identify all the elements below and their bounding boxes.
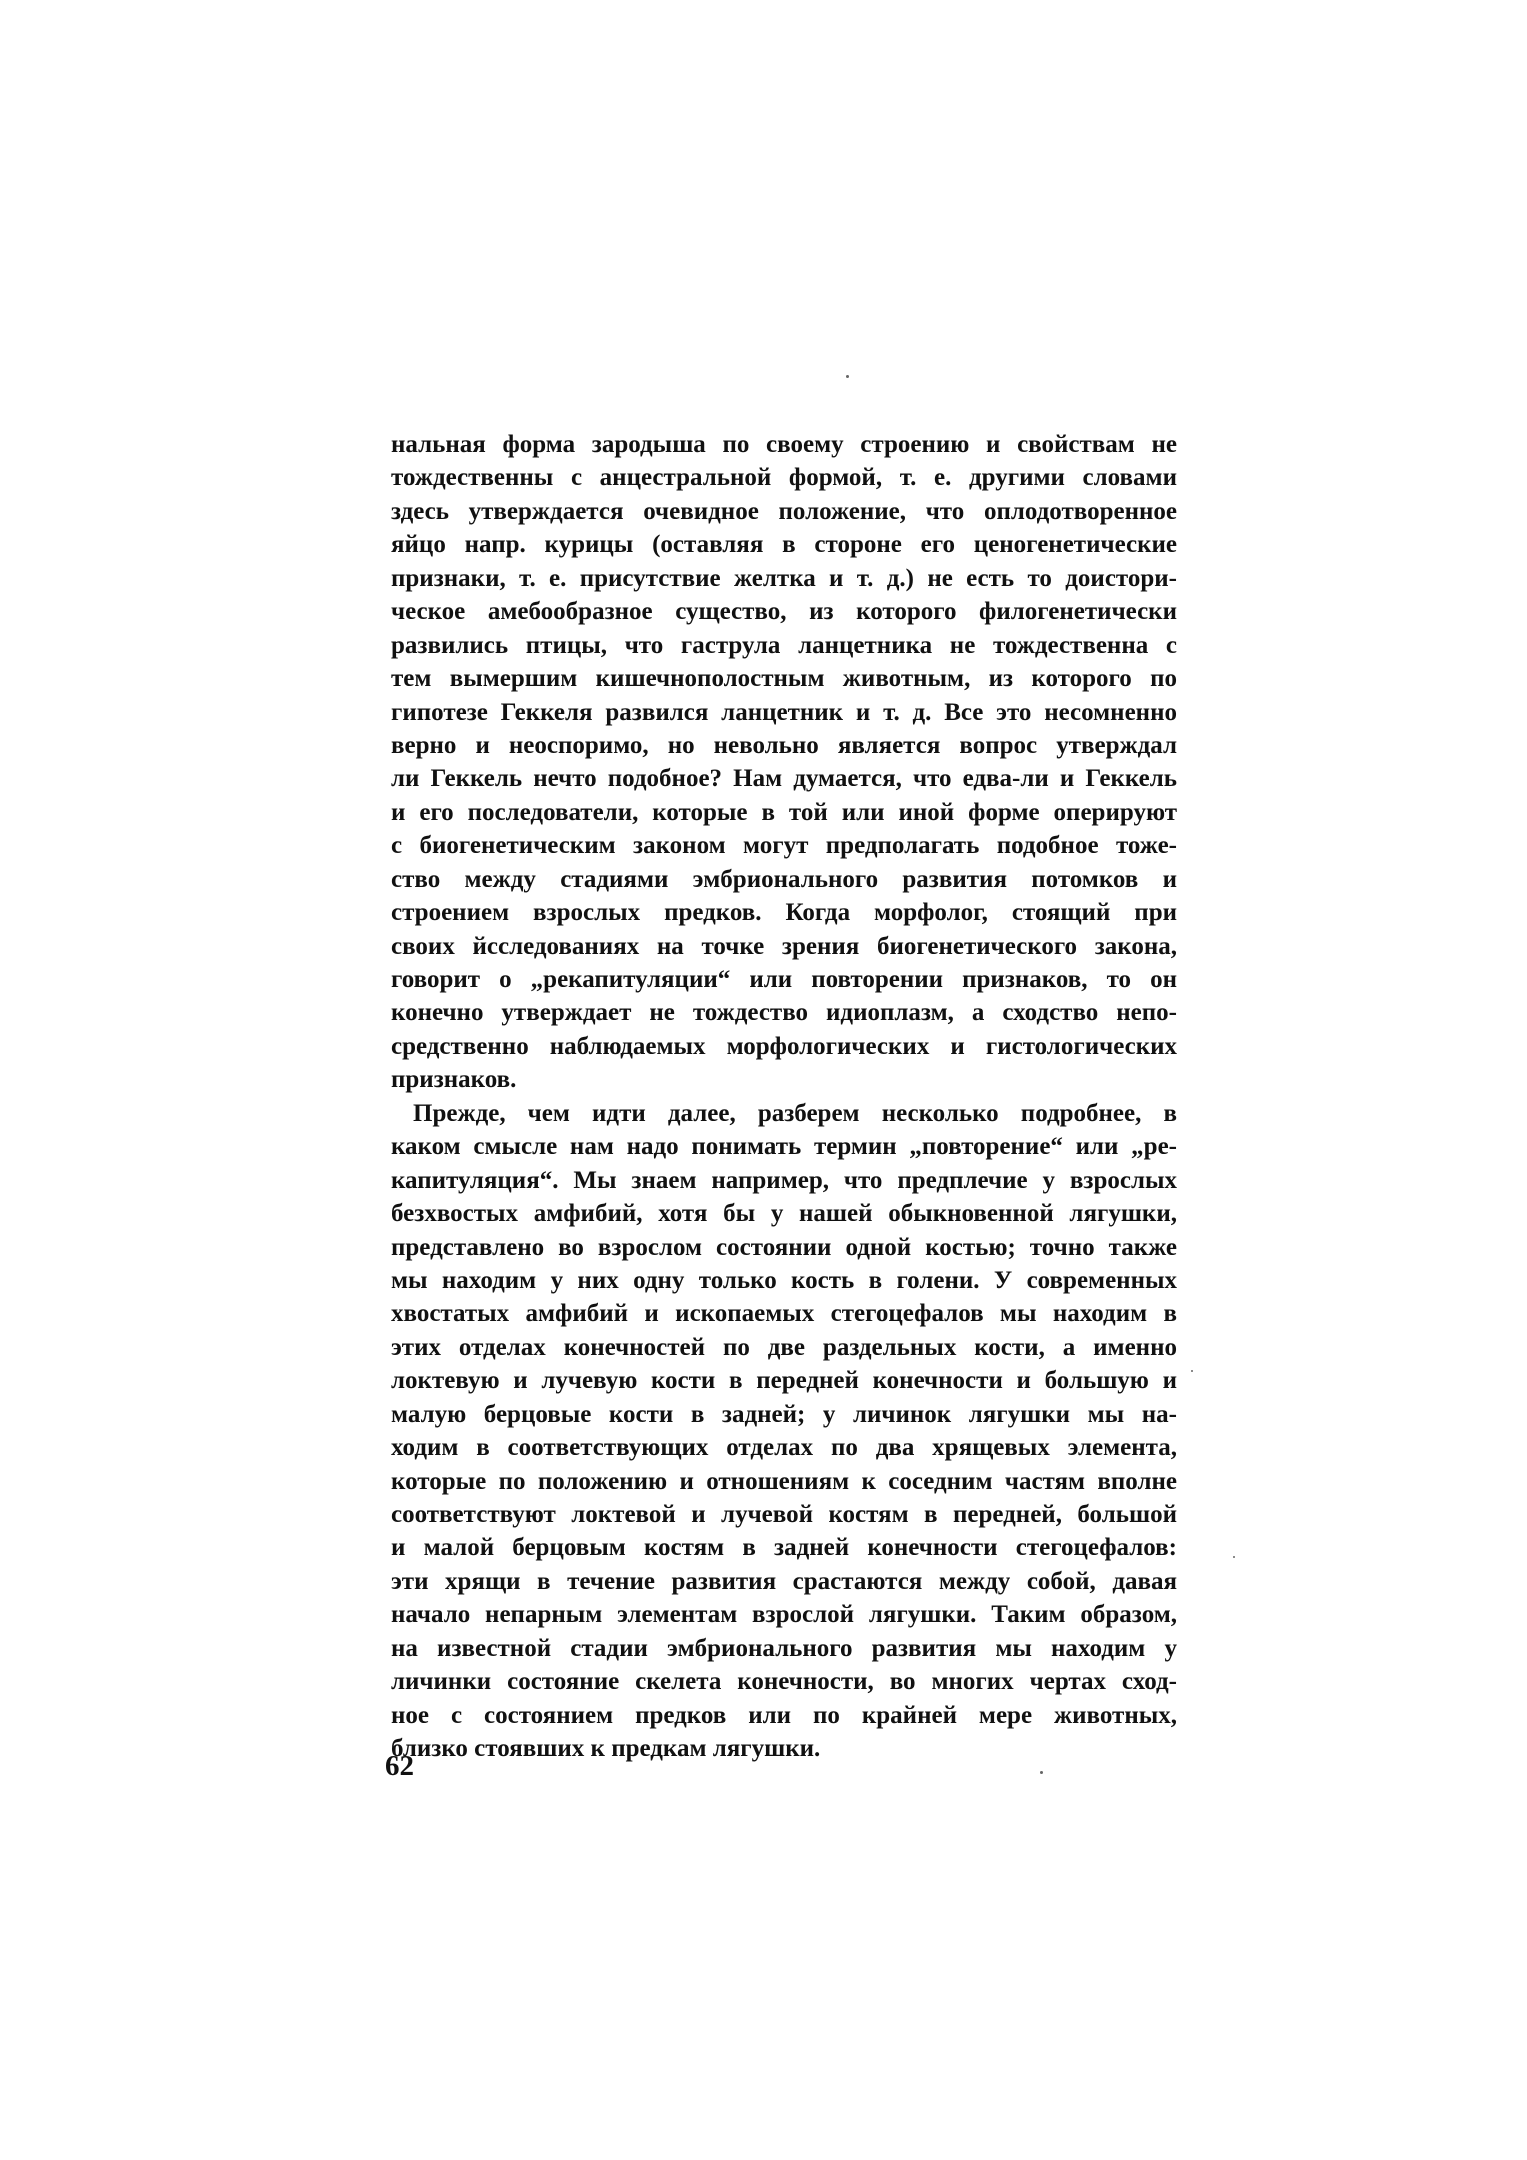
text-line: близко стоявших к предкам лягушки.	[391, 1735, 821, 1763]
text-line: эти хрящи в течение развития срастаются между собой, давая	[391, 1567, 1177, 1595]
text-line: развились птицы, что гаструла ланцетника не тождественна с	[391, 631, 1177, 659]
text-line: конечно утверждает не тождество идиоплазм, а сходство непо-	[391, 999, 1177, 1027]
text-line: яйцо напр. курицы (оставляя в стороне его ценогенетические	[391, 531, 1177, 559]
text-line: на известной стадии эмбрионального развития мы находим у	[391, 1634, 1177, 1662]
paragraph	[391, 428, 1177, 1097]
text-line: представлено во взрослом состоянии одной костью; точно также	[391, 1233, 1177, 1261]
text-line: строением взрослых предков. Когда морфолог, стоящий при	[391, 899, 1177, 927]
text-line: локтевую и лучевую кости в передней конечности и большую и	[391, 1367, 1177, 1395]
text-line: ходим в соответствующих отделах по два хрящевых элемента,	[391, 1434, 1177, 1462]
text-line: этих отделах конечностей по две раздельных кости, а именно	[391, 1333, 1177, 1361]
text-line: Прежде, чем идти далее, разберем несколько подробнее, в	[413, 1099, 1177, 1127]
text-line: безхвостых амфибий, хотя бы у нашей обыкновенной лягушки,	[391, 1200, 1177, 1228]
scan-speck	[1040, 1771, 1043, 1774]
text-line: которые по положению и отношениям к соседним частям вполне	[391, 1467, 1177, 1495]
text-line: ство между стадиями эмбрионального развития потомков и	[391, 865, 1177, 893]
text-line: начало непарным элементам взрослой лягушки. Таким образом,	[391, 1601, 1177, 1629]
text-line: признаков.	[391, 1066, 517, 1094]
text-line: ли Геккель нечто подобное? Нам думается, что едва-ли и Геккель	[391, 765, 1177, 793]
text-line: нальная форма зародыша по своему строению и свойствам не	[391, 431, 1177, 458]
paragraph	[391, 1097, 1177, 1766]
text-line: средственно наблюдаемых морфологических и гистологических	[391, 1032, 1177, 1060]
scan-speck	[1191, 1370, 1193, 1372]
text-line: говорит о „рекапитуляции“ или повторении признаков, то он	[391, 966, 1177, 993]
text-line: здесь утверждается очевидное положение, что оплодотворенное	[391, 497, 1177, 525]
text-line: мы находим у них одну только кость в голени. У современных	[391, 1266, 1177, 1294]
text-line: тем вымершим кишечнополостным животным, из которого по	[391, 665, 1177, 693]
text-line: ное с состоянием предков или по крайней мере животных,	[391, 1701, 1177, 1729]
text-line: гипотезе Геккеля развился ланцетник и т. д. Все это несомненно	[391, 698, 1177, 726]
page-number: 62	[385, 1750, 414, 1782]
text-line: хвостатых амфибий и ископаемых стегоцефалов мы находим в	[391, 1300, 1177, 1328]
text-line: и малой берцовым костям в задней конечности стегоцефалов:	[391, 1534, 1177, 1562]
text-line: с биогенетическим законом могут предполагать подобное тоже-	[391, 832, 1177, 860]
text-line: ческое амебообразное существо, из которого филогенетически	[391, 598, 1177, 626]
text-line: признаки, т. е. присутствие желтка и т. д.) не есть то доистори-	[391, 564, 1177, 592]
text-line: тождественны с анцестральной формой, т. е. другими словами	[391, 464, 1177, 492]
scan-speck	[846, 375, 849, 378]
text-line: личинки состояние скелета конечности, во многих чертах сход-	[391, 1668, 1177, 1696]
text-line: соответствуют локтевой и лучевой костям в передней, большой	[391, 1501, 1177, 1528]
scan-speck	[1233, 1556, 1235, 1558]
text-line: своих йсследованиях на точке зрения биогенетического закона,	[391, 932, 1177, 960]
text-line: капитуляция“. Мы знаем например, что предплечие у взрослых	[391, 1166, 1177, 1194]
text-line: малую берцовые кости в задней; у личинок лягушки мы на-	[391, 1400, 1177, 1428]
text-line: и его последователи, которые в той или иной форме оперируют	[391, 798, 1177, 826]
text-line: верно и неоспоримо, но невольно является вопрос утверждал	[391, 731, 1177, 759]
body-text	[391, 428, 1177, 1766]
text-line: каком смысле нам надо понимать термин „повторение“ или „ре-	[391, 1133, 1177, 1161]
